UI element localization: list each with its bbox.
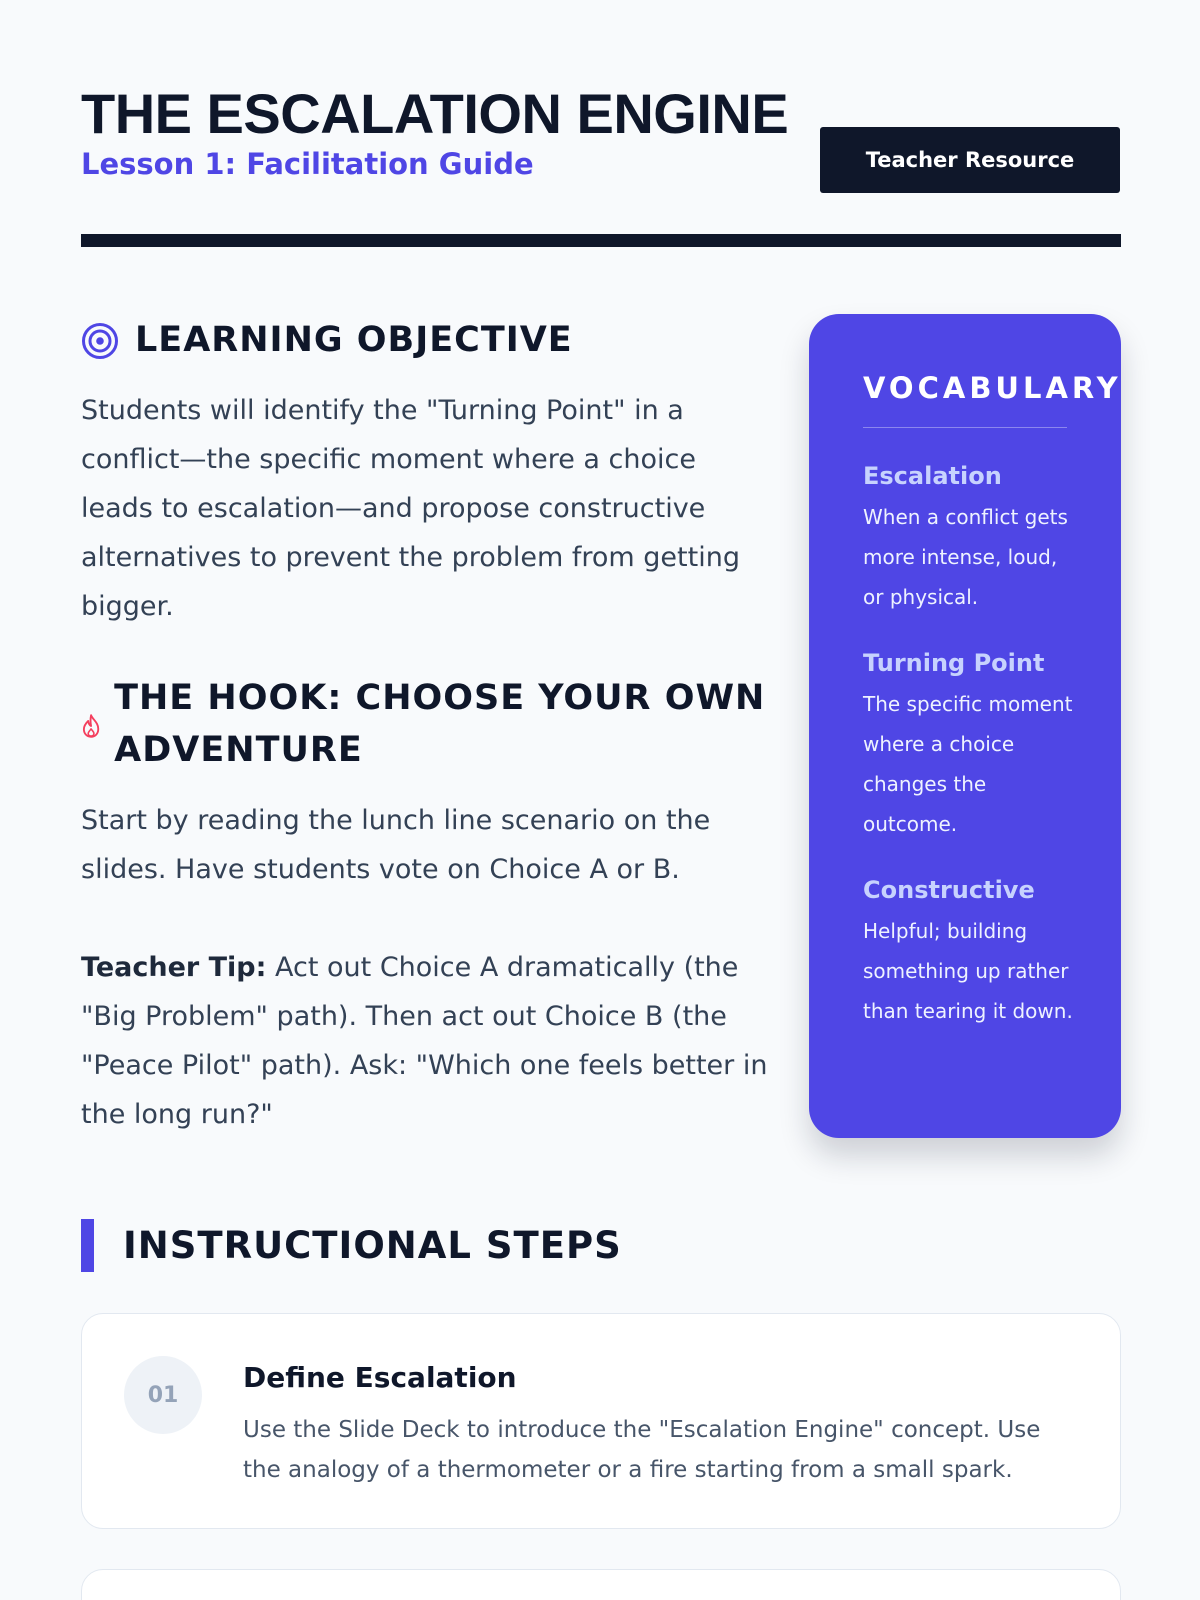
- target-icon: [81, 322, 119, 360]
- flame-icon: [81, 708, 101, 744]
- vocabulary-title: VOCABULARY: [863, 371, 1122, 405]
- step-description: Use the Slide Deck to introduce the "Escalation Engine" concept. Use the analogy of a thermometer or a fire starting from a small spark.: [243, 1417, 1041, 1483]
- hook-heading: [81, 672, 771, 776]
- teacher-tip: [81, 943, 771, 1139]
- teacher-tip-label: Teacher Tip:: [81, 952, 267, 983]
- hook-title: THE HOOK: CHOOSE YOUR OWN ADVENTURE: [114, 678, 766, 770]
- learning-objective-text: Students will identify the "Turning Point" in a conflict—the specific moment where a choice leads to escalation—and propose constructive alternatives to prevent the problem from getting bigger.: [81, 395, 740, 622]
- teacher-resource-badge: Teacher Resource: [820, 127, 1120, 193]
- term-definition: The specific moment where a choice changes the outcome.: [863, 692, 1073, 836]
- step-title: Define Escalation: [243, 1361, 517, 1394]
- vocabulary-term: [863, 873, 1083, 1031]
- hook-text: Start by reading the lunch line scenario on the slides. Have students vote on Choice A or B.: [81, 805, 711, 885]
- vocabulary-term: [863, 459, 1083, 617]
- term-name: Escalation: [863, 462, 1002, 490]
- step-card: [81, 1569, 1121, 1600]
- header-divider: [81, 234, 1121, 247]
- learning-objective-title: LEARNING OBJECTIVE: [135, 320, 573, 360]
- page-title: THE ESCALATION ENGINE: [81, 82, 789, 145]
- term-definition: Helpful; building something up rather than tearing it down.: [863, 919, 1073, 1023]
- vocabulary-divider: [863, 427, 1067, 428]
- page-subtitle: Lesson 1: Facilitation Guide: [81, 147, 534, 181]
- term-name: Constructive: [863, 876, 1035, 904]
- step-number-badge: 01: [124, 1356, 202, 1434]
- instructional-steps-heading: [81, 1219, 622, 1272]
- section-accent-bar: [81, 1219, 94, 1272]
- term-name: Turning Point: [863, 649, 1045, 677]
- vocabulary-term: [863, 646, 1083, 844]
- term-definition: When a conflict gets more intense, loud, or physical.: [863, 505, 1068, 609]
- instructional-steps-title: INSTRUCTIONAL STEPS: [123, 1223, 622, 1267]
- vocabulary-card: [809, 314, 1121, 1138]
- step-card: [81, 1313, 1121, 1529]
- teacher-tip-text: Act out Choice A dramatically (the "Big Problem" path). Then act out Choice B (the "Peace Pilot" path). Ask: "Which one feels better in the long run?": [81, 952, 768, 1130]
- learning-objective-heading: [81, 314, 761, 366]
